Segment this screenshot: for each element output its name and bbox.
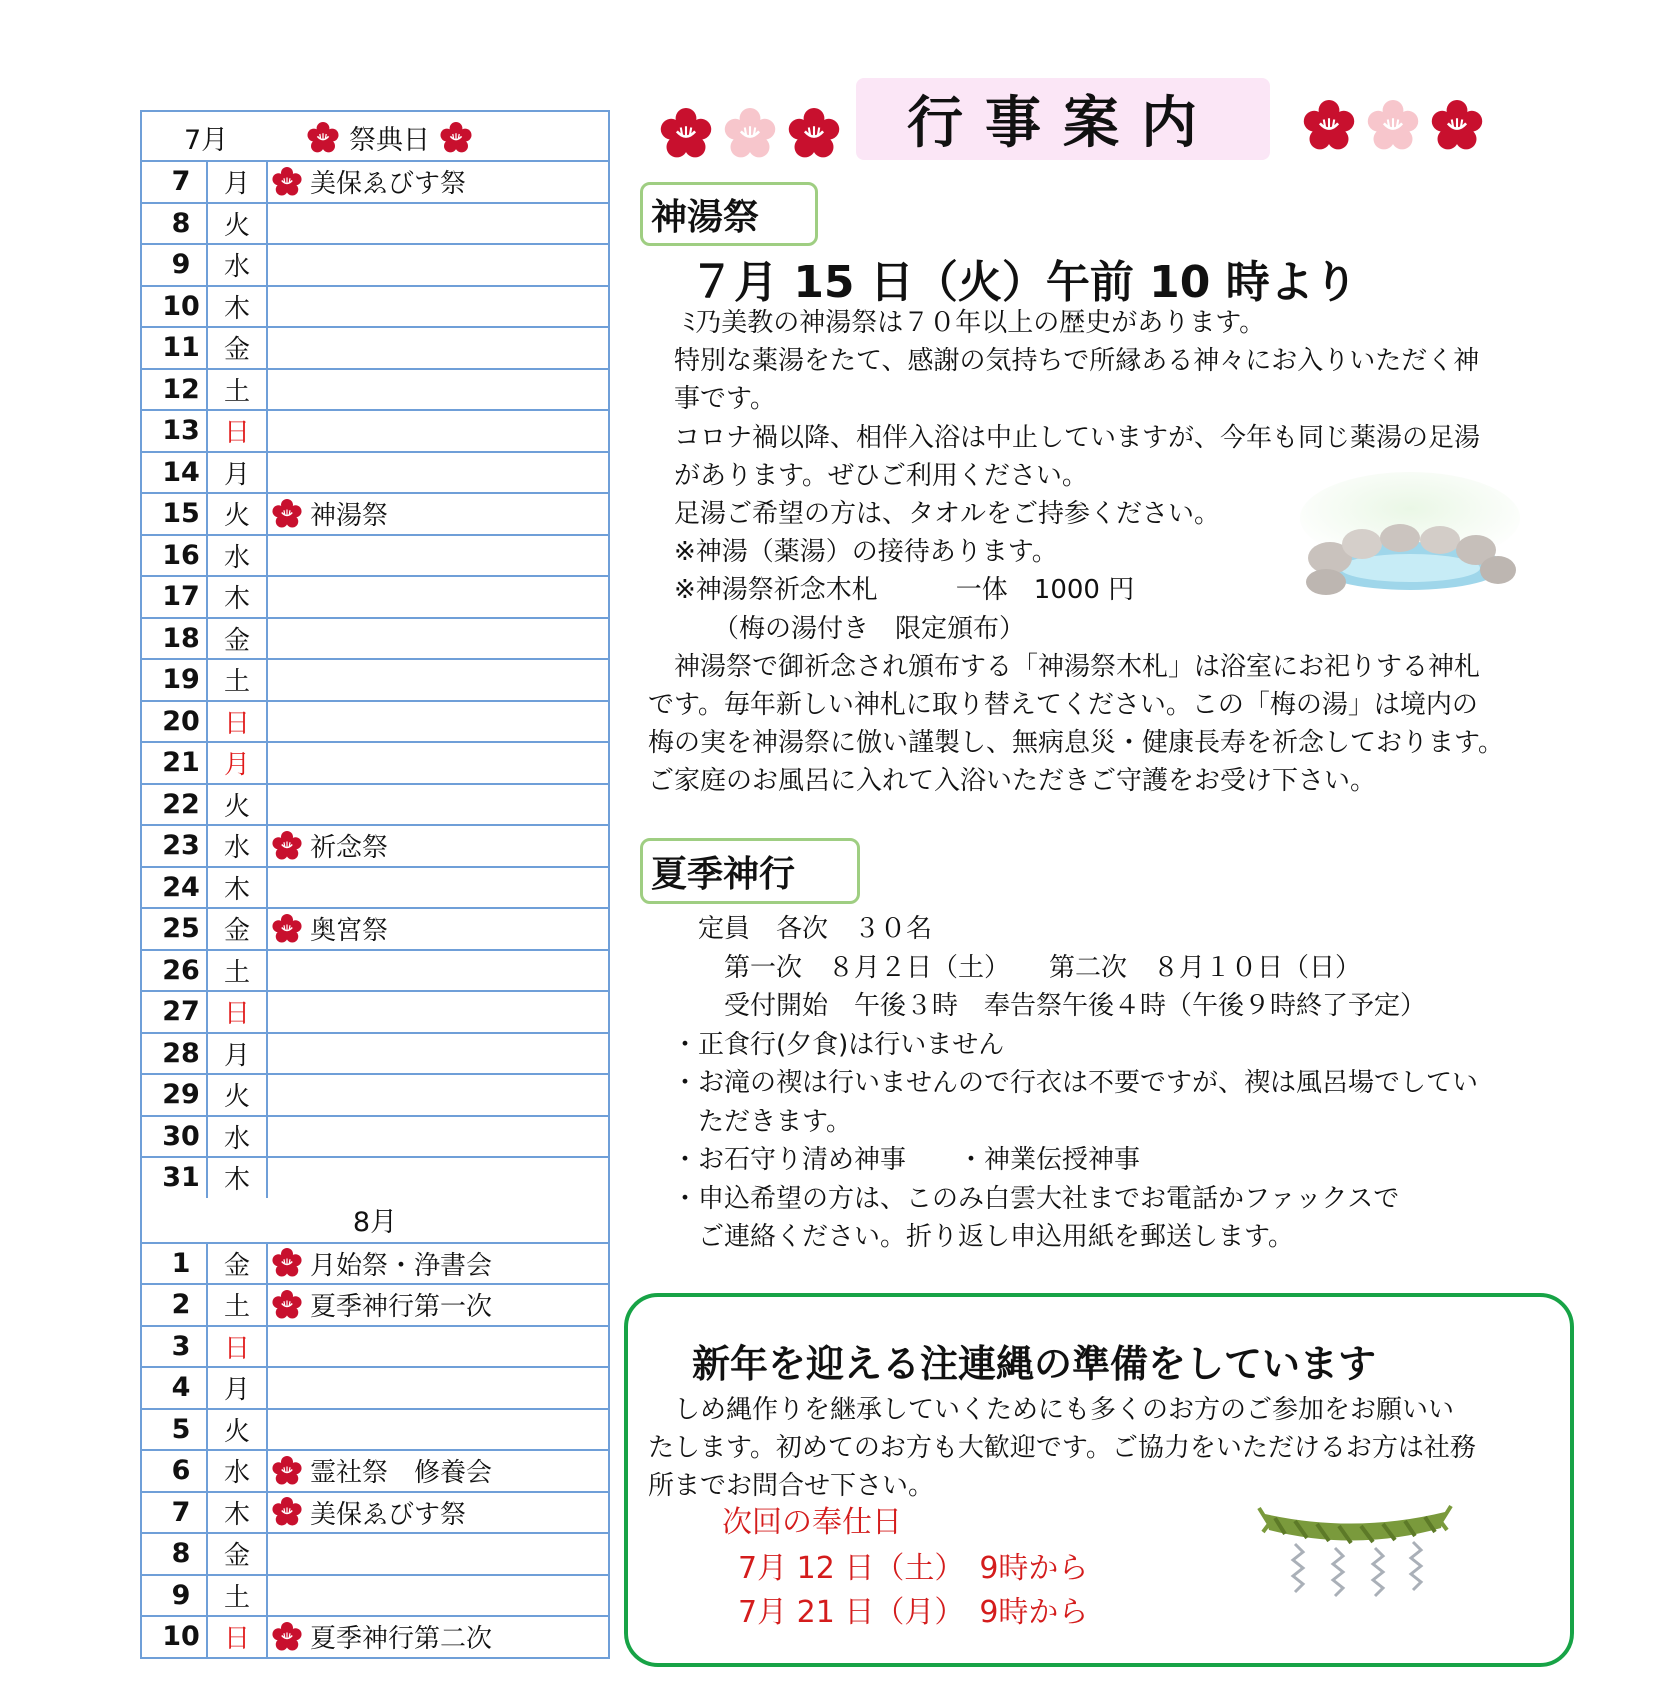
calendar-event bbox=[268, 1158, 608, 1198]
calendar-row bbox=[142, 909, 608, 951]
calendar-row bbox=[142, 494, 608, 536]
calendar-event bbox=[268, 328, 608, 368]
calendar-row bbox=[142, 702, 608, 744]
calendar-weekday: 火 bbox=[208, 1410, 268, 1450]
footbath-illustration bbox=[1290, 470, 1530, 600]
event-label: 美保ゑびす祭 bbox=[310, 1499, 467, 1530]
banner-flowers-right bbox=[1303, 100, 1483, 152]
service-date-2: 7月 21 日（月） 9時から bbox=[738, 1595, 1089, 1630]
calendar-row bbox=[142, 1410, 608, 1452]
kamiyu-line: 足湯ご希望の方は、タオルをご持参ください。 bbox=[648, 499, 1221, 529]
kaki-line: ・お滝の禊は行いませんので行衣は不要ですが、禊は風呂場でしてい bbox=[672, 1068, 1479, 1098]
calendar-weekday: 火 bbox=[208, 1075, 268, 1115]
calendar-event bbox=[268, 453, 608, 493]
calendar-row bbox=[142, 1158, 608, 1198]
kamiyu-line: 特別な薬湯をたて、感謝の気持ちで所縁ある神々にお入りいただく神 bbox=[648, 346, 1480, 377]
calendar-row bbox=[142, 536, 608, 578]
event-label: 夏季神行第二次 bbox=[310, 1624, 493, 1655]
kaki-line: 受付開始 午後３時 奉告祭午後４時（午後９時終了予定） bbox=[672, 991, 1427, 1021]
kamiyu-line: （梅の湯付き 限定頒布） bbox=[648, 613, 1026, 644]
july-rows bbox=[142, 162, 608, 1198]
calendar-event bbox=[268, 826, 608, 866]
event-label: 神湯祭 bbox=[310, 501, 389, 532]
calendar-day: 8 bbox=[142, 204, 208, 244]
kaki-line: ご連絡ください。折り返し申込用紙を郵送します。 bbox=[672, 1222, 1294, 1252]
calendar-event bbox=[268, 1327, 608, 1367]
calendar-weekday: 日 bbox=[208, 992, 268, 1032]
calendar-weekday: 金 bbox=[208, 328, 268, 368]
kaki-line: 第一次 ８月２日（土） 第二次 ８月１０日（日） bbox=[672, 952, 1362, 983]
calendar-weekday: 月 bbox=[208, 1034, 268, 1074]
calendar-day: 21 bbox=[142, 743, 208, 783]
calendar-weekday: 日 bbox=[208, 411, 268, 451]
calendar-weekday: 木 bbox=[208, 577, 268, 617]
calendar-event bbox=[268, 743, 608, 783]
plum-icon bbox=[272, 1622, 302, 1652]
calendar-row bbox=[142, 1493, 608, 1535]
calendar-event bbox=[268, 1576, 608, 1616]
calendar-event bbox=[268, 1451, 608, 1491]
calendar-event bbox=[268, 287, 608, 327]
calendar-row bbox=[142, 826, 608, 868]
kamiyu-line: ※神湯祭祈念木札 一体 1000 円 bbox=[648, 575, 1135, 606]
calendar-day: 9 bbox=[142, 245, 208, 285]
plum-icon bbox=[272, 914, 302, 944]
kaki-line: ・正食行(夕食)は行いません bbox=[672, 1029, 1005, 1060]
calendar-event bbox=[268, 951, 608, 991]
calendar-day: 14 bbox=[142, 453, 208, 493]
plum-light-icon bbox=[1367, 100, 1419, 152]
calendar-weekday: 火 bbox=[208, 204, 268, 244]
calendar-event bbox=[268, 162, 608, 202]
event-label: 祈念祭 bbox=[310, 833, 389, 864]
calendar-day: 26 bbox=[142, 951, 208, 991]
calendar-row bbox=[142, 328, 608, 370]
page-title: 行事案内 bbox=[856, 78, 1270, 160]
calendar-event bbox=[268, 619, 608, 659]
kaki-line: 定員 各次 ３０名 bbox=[672, 914, 933, 944]
kaki-title: 夏季神行 bbox=[640, 838, 860, 904]
calendar-weekday: 月 bbox=[208, 453, 268, 493]
calendar-day: 1 bbox=[142, 1244, 208, 1284]
calendar-row bbox=[142, 619, 608, 661]
calendar-event bbox=[268, 1034, 608, 1074]
shimenawa-line: 所までお問合せ下さい。 bbox=[648, 1471, 935, 1501]
shimenawa-line: しめ縄作りを継承していくためにも多くのお方のご参加をお願いい bbox=[648, 1395, 1455, 1425]
calendar-title: 祭典日 bbox=[349, 125, 430, 156]
calendar-day: 23 bbox=[142, 826, 208, 866]
calendar-day: 17 bbox=[142, 577, 208, 617]
calendar-day: 18 bbox=[142, 619, 208, 659]
calendar-event bbox=[268, 1285, 608, 1325]
shimenawa-illustration bbox=[1255, 1494, 1455, 1614]
calendar-row bbox=[142, 1285, 608, 1327]
shimenawa-title: 新年を迎える注連縄の準備をしています bbox=[692, 1342, 1377, 1386]
calendar-day: 7 bbox=[142, 162, 208, 202]
calendar-weekday: 土 bbox=[208, 1285, 268, 1325]
calendar-event bbox=[268, 909, 608, 949]
calendar-event bbox=[268, 370, 608, 410]
kamiyu-line: ※神湯（薬湯）の接待あります。 bbox=[648, 537, 1058, 568]
calendar-weekday: 日 bbox=[208, 1617, 268, 1657]
calendar-weekday: 木 bbox=[208, 868, 268, 908]
calendar-event bbox=[268, 868, 608, 908]
calendar-row bbox=[142, 245, 608, 287]
calendar-day: 12 bbox=[142, 370, 208, 410]
kamiyu-line: があります。ぜひご利用ください。 bbox=[648, 460, 1088, 491]
shimenawa-line: たします。初めてのお方も大歓迎です。ご協力をいただけるお方は社務 bbox=[648, 1433, 1476, 1463]
kamiyu-line: 事です。 bbox=[648, 384, 776, 415]
calendar-weekday: 土 bbox=[208, 1576, 268, 1616]
plum-icon bbox=[1303, 100, 1355, 152]
calendar-row bbox=[142, 370, 608, 412]
calendar-day: 16 bbox=[142, 536, 208, 576]
banner-flowers-left bbox=[660, 108, 840, 160]
plum-icon bbox=[272, 1456, 302, 1486]
calendar-weekday: 土 bbox=[208, 951, 268, 991]
calendar-weekday: 火 bbox=[208, 494, 268, 534]
calendar-weekday: 金 bbox=[208, 909, 268, 949]
calendar-row bbox=[142, 951, 608, 993]
calendar-row bbox=[142, 453, 608, 495]
calendar-event bbox=[268, 1410, 608, 1450]
calendar-row bbox=[142, 1117, 608, 1159]
calendar-row bbox=[142, 992, 608, 1034]
next-service-label: 次回の奉仕日 bbox=[722, 1505, 902, 1540]
calendar-event bbox=[268, 1075, 608, 1115]
calendar-row bbox=[142, 162, 608, 204]
calendar-event bbox=[268, 494, 608, 534]
calendar-row bbox=[142, 1576, 608, 1618]
plum-light-icon bbox=[724, 108, 776, 160]
calendar-day: 5 bbox=[142, 1410, 208, 1450]
calendar-day: 3 bbox=[142, 1327, 208, 1367]
calendar-weekday: 月 bbox=[208, 1368, 268, 1408]
calendar-weekday: 木 bbox=[208, 1493, 268, 1533]
calendar-day: 13 bbox=[142, 411, 208, 451]
calendar-event bbox=[268, 1493, 608, 1533]
calendar-day: 29 bbox=[142, 1075, 208, 1115]
calendar-event bbox=[268, 536, 608, 576]
calendar-weekday: 日 bbox=[208, 702, 268, 742]
event-label: 霊社祭 修養会 bbox=[310, 1458, 493, 1489]
calendar-event bbox=[268, 1368, 608, 1408]
service-date-1: 7月 12 日（土） 9時から bbox=[738, 1551, 1089, 1586]
calendar-event bbox=[268, 411, 608, 451]
calendar-row bbox=[142, 411, 608, 453]
kamiyu-line: 梅の実を神湯祭に倣い謹製し、無病息災・健康長寿を祈念しております。 bbox=[648, 728, 1504, 759]
plum-icon bbox=[440, 122, 472, 154]
calendar-row bbox=[142, 660, 608, 702]
calendar-row bbox=[142, 1451, 608, 1493]
calendar-weekday: 水 bbox=[208, 536, 268, 576]
kamiyu-line: です。毎年新しい神札に取り替えてください。この「梅の湯」は境内の bbox=[648, 690, 1478, 720]
plum-icon bbox=[660, 108, 712, 160]
calendar-row bbox=[142, 868, 608, 910]
event-label: 奥宮祭 bbox=[310, 916, 389, 947]
kamiyu-title: 神湯祭 bbox=[640, 182, 818, 246]
calendar-event bbox=[268, 785, 608, 825]
event-label: 美保ゑびす祭 bbox=[310, 169, 467, 200]
plum-icon bbox=[307, 122, 339, 154]
calendar-row bbox=[142, 287, 608, 329]
kamiyu-line: コロナ禍以降、相伴入浴は中止していますが、今年も同じ薬湯の足湯 bbox=[648, 422, 1481, 453]
calendar-day: 27 bbox=[142, 992, 208, 1032]
calendar-day: 19 bbox=[142, 660, 208, 700]
july-label: 7月 bbox=[184, 125, 229, 156]
calendar-weekday: 金 bbox=[208, 1244, 268, 1284]
kamiyu-line: ﾐ乃美教の神湯祭は７０年以上の歴史があります。 bbox=[648, 308, 1266, 338]
calendar-day: 2 bbox=[142, 1285, 208, 1325]
calendar-weekday: 月 bbox=[208, 162, 268, 202]
calendar-day: 24 bbox=[142, 868, 208, 908]
calendar-day: 10 bbox=[142, 1617, 208, 1657]
calendar-day: 31 bbox=[142, 1158, 208, 1198]
festival-calendar bbox=[140, 110, 610, 1659]
calendar-weekday: 水 bbox=[208, 826, 268, 866]
calendar-row bbox=[142, 1327, 608, 1369]
calendar-row bbox=[142, 743, 608, 785]
calendar-weekday: 土 bbox=[208, 660, 268, 700]
calendar-day: 9 bbox=[142, 1576, 208, 1616]
kamiyu-line: 神湯祭で御祈念され頒布する「神湯祭木札」は浴室にお祀りする神札 bbox=[648, 651, 1481, 682]
plum-icon bbox=[788, 108, 840, 160]
calendar-weekday: 月 bbox=[208, 743, 268, 783]
calendar-weekday: 金 bbox=[208, 619, 268, 659]
calendar-event bbox=[268, 1244, 608, 1284]
calendar-event bbox=[268, 660, 608, 700]
calendar-header bbox=[142, 112, 608, 162]
august-label: 8月 bbox=[142, 1198, 608, 1244]
plum-icon bbox=[272, 499, 302, 529]
calendar-row bbox=[142, 204, 608, 246]
calendar-day: 6 bbox=[142, 1451, 208, 1491]
calendar-event bbox=[268, 992, 608, 1032]
plum-icon bbox=[272, 1497, 302, 1527]
calendar-weekday: 木 bbox=[208, 287, 268, 327]
calendar-weekday: 日 bbox=[208, 1327, 268, 1367]
calendar-day: 10 bbox=[142, 287, 208, 327]
calendar-event bbox=[268, 1617, 608, 1657]
event-label: 夏季神行第一次 bbox=[310, 1292, 493, 1323]
calendar-row bbox=[142, 1244, 608, 1286]
plum-icon bbox=[272, 1248, 302, 1278]
plum-icon bbox=[272, 831, 302, 861]
calendar-event bbox=[268, 577, 608, 617]
calendar-day: 30 bbox=[142, 1117, 208, 1157]
calendar-event bbox=[268, 245, 608, 285]
kamiyu-line: ご家庭のお風呂に入れて入浴いただきご守護をお受け下さい。 bbox=[648, 766, 1377, 797]
calendar-weekday: 土 bbox=[208, 370, 268, 410]
calendar-weekday: 水 bbox=[208, 1451, 268, 1491]
calendar-event bbox=[268, 702, 608, 742]
kamiyu-date: ７月 15 日（火）午前 10 時より bbox=[690, 257, 1358, 308]
calendar-row bbox=[142, 1368, 608, 1410]
calendar-day: 15 bbox=[142, 494, 208, 534]
calendar-weekday: 水 bbox=[208, 1117, 268, 1157]
calendar-row bbox=[142, 785, 608, 827]
calendar-row bbox=[142, 1075, 608, 1117]
calendar-day: 7 bbox=[142, 1493, 208, 1533]
august-rows bbox=[142, 1244, 608, 1657]
calendar-day: 20 bbox=[142, 702, 208, 742]
calendar-day: 25 bbox=[142, 909, 208, 949]
event-label: 月始祭・浄書会 bbox=[310, 1250, 493, 1281]
plum-icon bbox=[272, 1290, 302, 1320]
calendar-event bbox=[268, 1534, 608, 1574]
kaki-line: ・申込希望の方は、このみ白雲大社までお電話かファックスで bbox=[672, 1183, 1400, 1214]
calendar-row bbox=[142, 1034, 608, 1076]
calendar-row bbox=[142, 1534, 608, 1576]
calendar-weekday: 火 bbox=[208, 785, 268, 825]
calendar-event bbox=[268, 204, 608, 244]
plum-icon bbox=[1431, 100, 1483, 152]
calendar-row bbox=[142, 1617, 608, 1657]
calendar-weekday: 金 bbox=[208, 1534, 268, 1574]
calendar-day: 4 bbox=[142, 1368, 208, 1408]
plum-icon bbox=[272, 167, 302, 197]
calendar-day: 22 bbox=[142, 785, 208, 825]
kaki-line: ・お石守り清め神事 ・神業伝授神事 bbox=[672, 1145, 1141, 1175]
calendar-weekday: 水 bbox=[208, 245, 268, 285]
kaki-line: ただきます。 bbox=[672, 1106, 852, 1137]
calendar-day: 28 bbox=[142, 1034, 208, 1074]
calendar-event bbox=[268, 1117, 608, 1157]
calendar-row bbox=[142, 577, 608, 619]
calendar-day: 11 bbox=[142, 328, 208, 368]
calendar-day: 8 bbox=[142, 1534, 208, 1574]
calendar-weekday: 木 bbox=[208, 1158, 268, 1198]
